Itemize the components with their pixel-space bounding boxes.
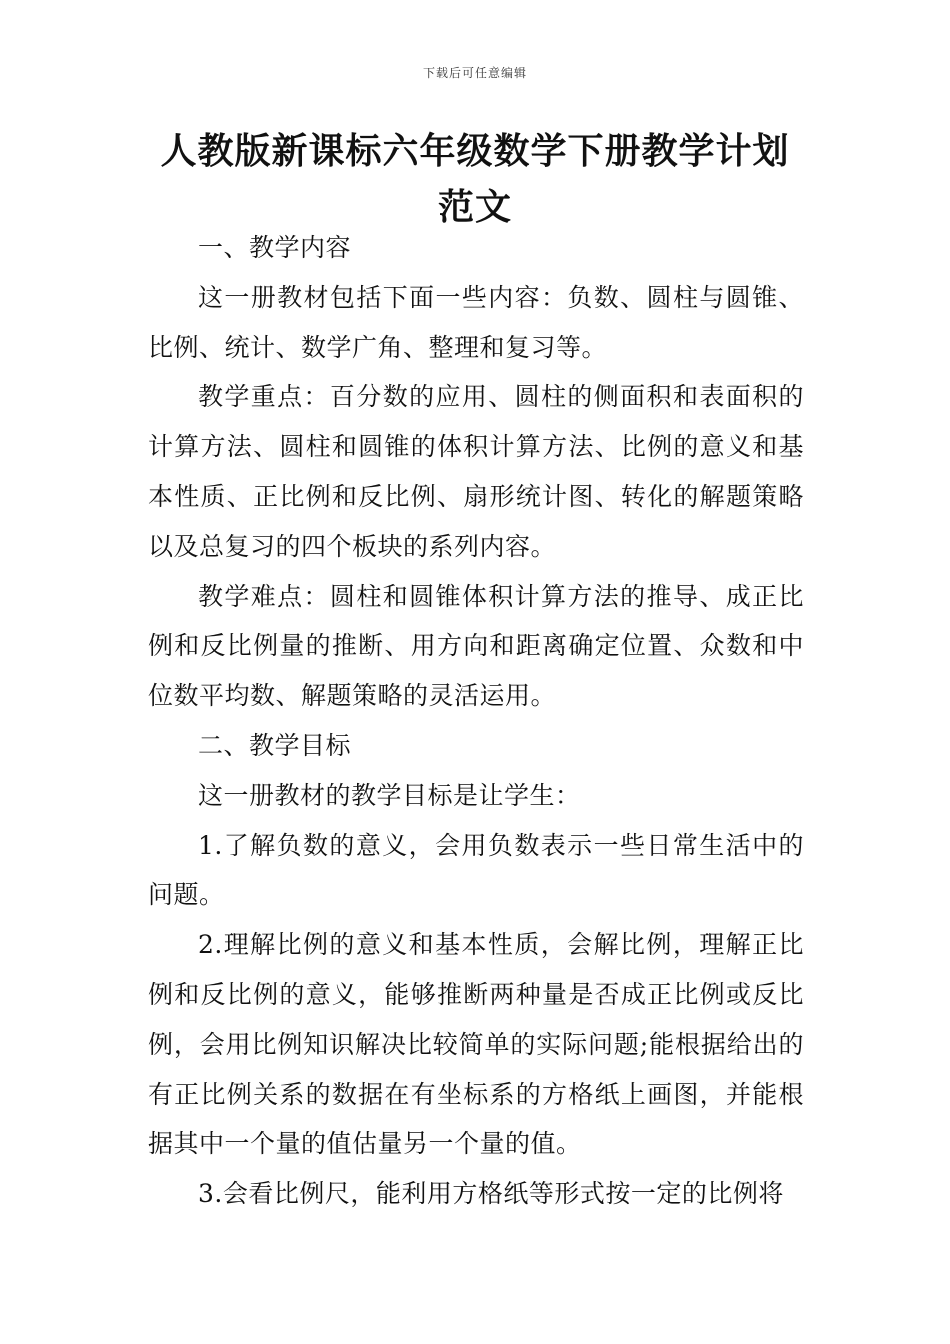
document-body (148, 223, 804, 1219)
goal-item-2: 2.理解比例的意义和基本性质，会解比例，理解正比例和反比例的意义，能够推断两种量是否成正比例或反比例，会用比例知识解决比较简单的实际问题;能根据给出的有正比例关系的数据在有坐标系的方格纸上画图，并能根据其中一个量的值估量另一个量的值。 (148, 930, 804, 1159)
goal-item-3: 3.会看比例尺，能利用方格纸等形式按一定的比例将 (198, 1179, 784, 1209)
paragraph-goals-intro: 这一册教材的教学目标是让学生： (198, 780, 581, 810)
goal-item-1: 1.了解负数的意义，会用负数表示一些日常生活中的问题。 (148, 830, 804, 910)
page-title: 人教版新课标六年级数学下册教学计划范文 (160, 131, 790, 228)
paragraph-difficult-points: 教学难点：圆柱和圆锥体积计算方法的推导、成正比例和反比例量的推断、用方向和距离确定位置、众数和中位数平均数、解题策略的灵活运用。 (148, 581, 804, 711)
section-heading-content: 一、教学内容 (198, 233, 352, 262)
header-note: 下载后可任意编辑 (422, 66, 527, 80)
paragraph-content-overview: 这一册教材包括下面一些内容：负数、圆柱与圆锥、比例、统计、数学广角、整理和复习等。 (148, 282, 804, 362)
paragraph-key-points: 教学重点：百分数的应用、圆柱的侧面积和表面积的计算方法、圆柱和圆锥的体积计算方法、比例的意义和基本性质、正比例和反比例、扇形统计图、转化的解题策略以及总复习的四个板块的系列内容。 (148, 382, 804, 561)
section-heading-goals: 二、教学目标 (198, 730, 352, 760)
